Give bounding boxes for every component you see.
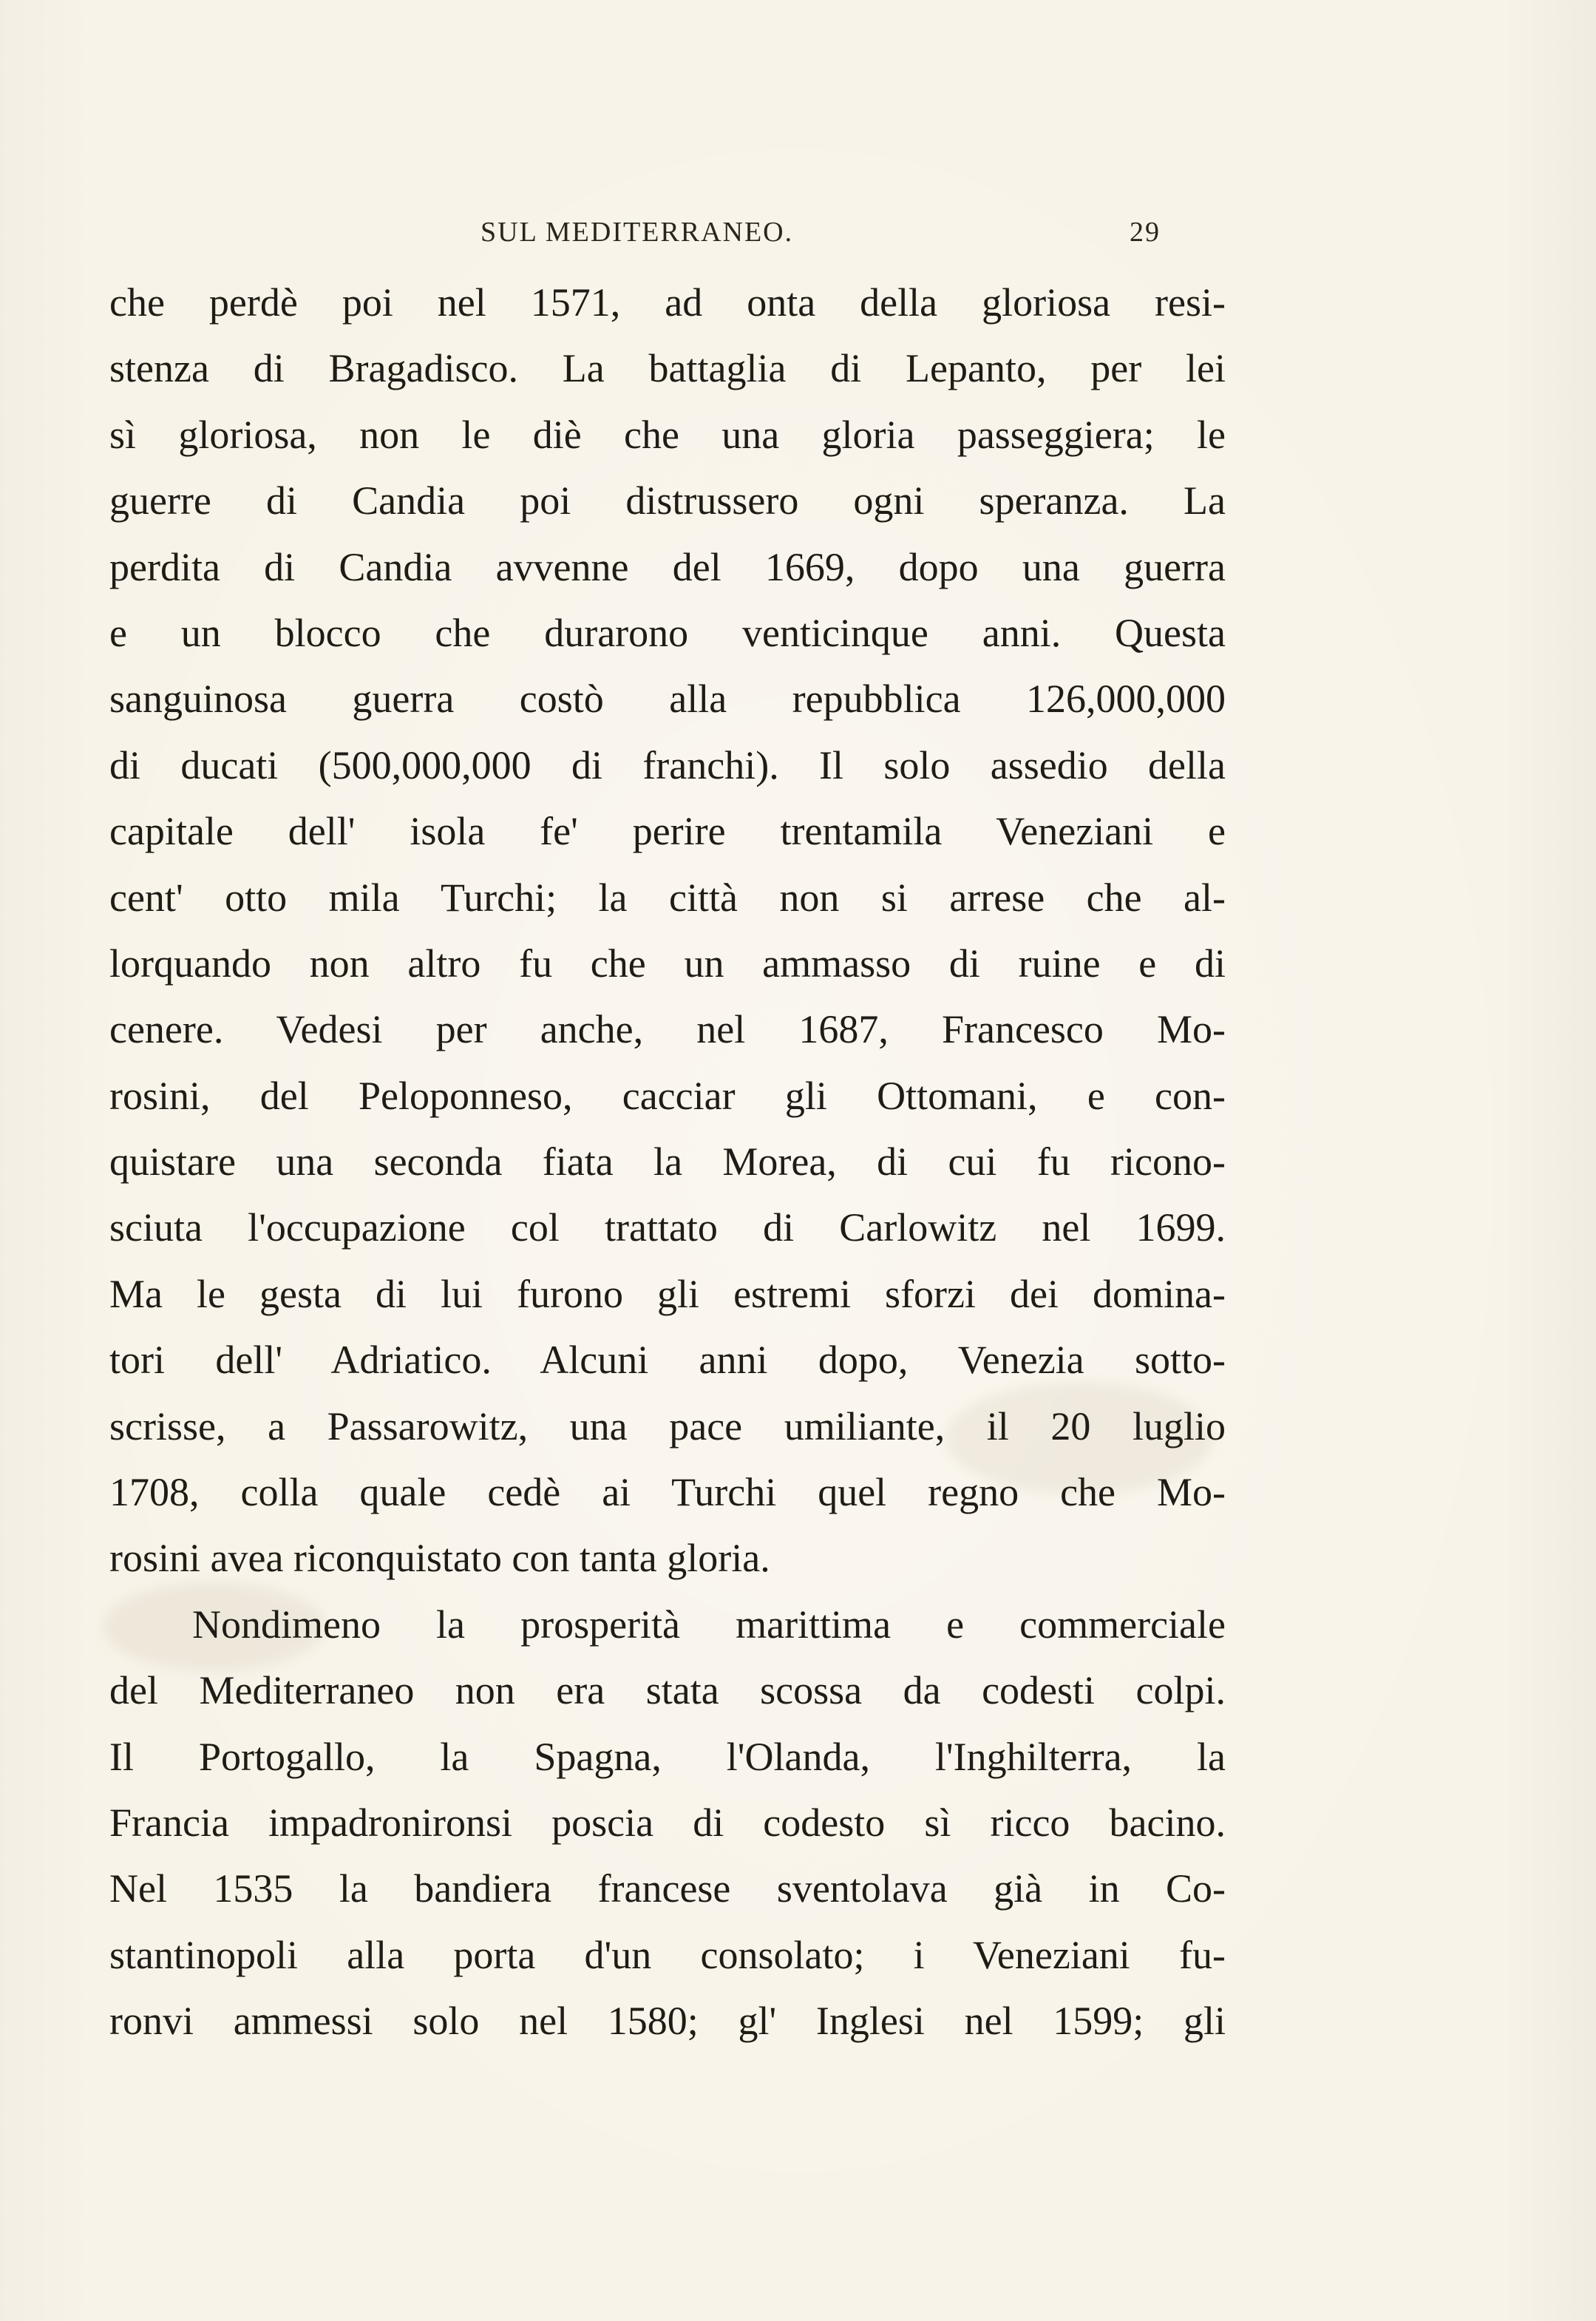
text-line: Nel 1535 la bandiera francese sventolava già in Co- — [109, 1866, 1226, 1911]
text-line: guerre di Candia poi distrussero ogni speranza. La — [109, 478, 1226, 524]
text-line: cent' otto mila Turchi; la città non si arrese che al- — [109, 875, 1226, 920]
text-line: perdita di Candia avvenne del 1669, dopo una guerra — [109, 544, 1226, 589]
running-head — [481, 216, 1161, 260]
text-line: rosini, del Peloponneso, cacciar gli Ottomani, e con- — [109, 1073, 1226, 1118]
text-line: di ducati (500,000,000 di franchi). Il solo assedio della — [109, 742, 1226, 787]
text-line: rosini avea riconquistato con tanta gloria. — [109, 1536, 770, 1581]
text-line: Francia impadronironsi poscia di codesto sì ricco bacino. — [109, 1800, 1226, 1845]
text-line: del Mediterraneo non era stata scossa da codesti colpi. — [109, 1668, 1226, 1713]
text-line: tori dell' Adriatico. Alcuni anni dopo, Venezia sotto- — [109, 1338, 1226, 1383]
paragraph-1 — [109, 270, 1226, 1592]
text-line: sciuta l'occupazione col trattato di Carlowitz nel 1699. — [109, 1205, 1226, 1250]
text-line: Nondimeno la prosperità marittima e commerciale — [192, 1602, 1226, 1647]
page-number: 29 — [1130, 217, 1161, 248]
text-line: e un blocco che durarono venticinque anni. Questa — [109, 610, 1226, 655]
running-title: SUL MEDITERRANEO. — [481, 217, 794, 248]
text-line: stantinopoli alla porta d'un consolato; i Veneziani fu- — [109, 1932, 1226, 1977]
text-line: quistare una seconda fiata la Morea, di cui fu ricono- — [109, 1139, 1226, 1185]
body-text — [109, 270, 1226, 2074]
text-line: scrisse, a Passarowitz, una pace umiliante, il 20 luglio — [109, 1403, 1226, 1448]
text-line: sì gloriosa, non le diè che una gloria passeggiera; le — [109, 412, 1226, 457]
text-line: lorquando non altro fu che un ammasso di ruine e di — [109, 941, 1226, 986]
text-line: capitale dell' isola fe' perire trentamila Veneziani e — [109, 809, 1226, 854]
text-line: Il Portogallo, la Spagna, l'Olanda, l'Inghilterra, la — [109, 1734, 1226, 1779]
text-line: cenere. Vedesi per anche, nel 1687, Francesco Mo- — [109, 1007, 1226, 1052]
paragraph-2 — [109, 1592, 1226, 2055]
text-line: sanguinosa guerra costò alla repubblica 126,000,000 — [109, 677, 1226, 722]
text-line: che perdè poi nel 1571, ad onta della gloriosa resi- — [109, 280, 1226, 325]
text-line: stenza di Bragadisco. La battaglia di Lepanto, per lei — [109, 346, 1226, 391]
text-line: ronvi ammessi solo nel 1580; gl' Inglesi nel 1599; gli — [109, 1999, 1226, 2044]
text-line: 1708, colla quale cedè ai Turchi quel regno che Mo- — [109, 1470, 1226, 1515]
text-line: Ma le gesta di lui furono gli estremi sforzi dei domina- — [109, 1271, 1226, 1316]
